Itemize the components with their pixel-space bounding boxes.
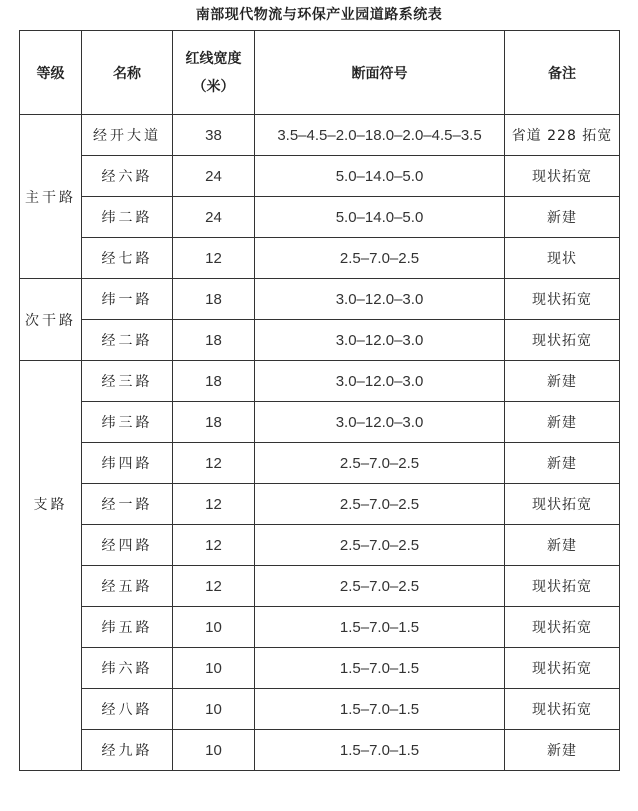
section-cell: 3.0–12.0–3.0: [255, 279, 505, 320]
name-cell: 经九路: [82, 730, 173, 771]
name-cell: 纬三路: [82, 402, 173, 443]
width-cell: 24: [173, 197, 255, 238]
table-row: [20, 607, 620, 648]
width-cell: 12: [173, 238, 255, 279]
section-cell: 2.5–7.0–2.5: [255, 238, 505, 279]
name-cell: 纬一路: [82, 279, 173, 320]
note-cell: 现状拓宽: [505, 279, 620, 320]
width-cell: 18: [173, 279, 255, 320]
name-cell: 纬四路: [82, 443, 173, 484]
name-cell: 纬六路: [82, 648, 173, 689]
table-row: [20, 443, 620, 484]
note-cell: 现状拓宽: [505, 320, 620, 361]
section-cell: 1.5–7.0–1.5: [255, 689, 505, 730]
table-row: [20, 279, 620, 320]
table-row: [20, 156, 620, 197]
grade-cell-branch-blank: [20, 689, 82, 730]
table-row: [20, 525, 620, 566]
note-cell: 现状拓宽: [505, 566, 620, 607]
grade-cell-branch-blank: [20, 730, 82, 771]
note-cell: 新建: [505, 443, 620, 484]
width-cell: 10: [173, 689, 255, 730]
note-cell: 新建: [505, 730, 620, 771]
table-row: [20, 730, 620, 771]
section-cell: 1.5–7.0–1.5: [255, 607, 505, 648]
note-cell: 新建: [505, 402, 620, 443]
name-cell: 经二路: [82, 320, 173, 361]
table-row: [20, 115, 620, 156]
width-cell: 12: [173, 525, 255, 566]
section-cell: 2.5–7.0–2.5: [255, 525, 505, 566]
table-row: [20, 402, 620, 443]
table-row: [20, 238, 620, 279]
note-cell: 新建: [505, 361, 620, 402]
width-cell: 18: [173, 402, 255, 443]
grade-cell-secondary-road: 次干路: [20, 279, 82, 361]
section-cell: 2.5–7.0–2.5: [255, 566, 505, 607]
section-cell: 5.0–14.0–5.0: [255, 197, 505, 238]
table-row: [20, 566, 620, 607]
header-width: [173, 31, 255, 115]
name-cell: 经四路: [82, 525, 173, 566]
header-name: 名称: [82, 31, 173, 115]
table-row: [20, 320, 620, 361]
note-cell: 省道 228 拓宽: [505, 115, 620, 156]
road-system-table: [19, 30, 620, 771]
width-cell: 38: [173, 115, 255, 156]
table-row: [20, 361, 620, 402]
table-row: [20, 484, 620, 525]
name-cell: 纬二路: [82, 197, 173, 238]
width-cell: 10: [173, 730, 255, 771]
width-cell: 24: [173, 156, 255, 197]
grade-cell-branch-blank: [20, 566, 82, 607]
grade-cell-branch-blank: [20, 607, 82, 648]
name-cell: 经开大道: [82, 115, 173, 156]
section-cell: 3.5–4.5–2.0–18.0–2.0–4.5–3.5: [255, 115, 505, 156]
note-cell: 现状: [505, 238, 620, 279]
name-cell: 经六路: [82, 156, 173, 197]
note-cell: 现状拓宽: [505, 484, 620, 525]
name-cell: 经五路: [82, 566, 173, 607]
width-cell: 12: [173, 566, 255, 607]
header-width-label: 红线宽度: [185, 50, 242, 67]
header-note: 备注: [505, 31, 620, 115]
section-cell: 1.5–7.0–1.5: [255, 648, 505, 689]
width-cell: 18: [173, 361, 255, 402]
header-grade: 等级: [20, 31, 82, 115]
section-cell: 1.5–7.0–1.5: [255, 730, 505, 771]
note-cell: 现状拓宽: [505, 689, 620, 730]
name-cell: 经三路: [82, 361, 173, 402]
grade-cell-branch-road: 支路: [20, 484, 82, 525]
name-cell: 经七路: [82, 238, 173, 279]
name-cell: 经一路: [82, 484, 173, 525]
grade-cell-branch-blank: [20, 525, 82, 566]
table-row: [20, 689, 620, 730]
name-cell: 纬五路: [82, 607, 173, 648]
grade-cell-main-road: 主干路: [20, 115, 82, 279]
note-cell: 新建: [505, 197, 620, 238]
header-section: 断面符号: [255, 31, 505, 115]
width-cell: 18: [173, 320, 255, 361]
section-cell: 3.0–12.0–3.0: [255, 402, 505, 443]
grade-cell-branch-blank: [20, 443, 82, 484]
name-cell: 经八路: [82, 689, 173, 730]
table-row: [20, 648, 620, 689]
width-cell: 12: [173, 484, 255, 525]
width-cell: 10: [173, 648, 255, 689]
section-cell: 3.0–12.0–3.0: [255, 320, 505, 361]
header-row: [20, 31, 620, 115]
width-cell: 12: [173, 443, 255, 484]
header-width-unit: （米）: [192, 78, 235, 95]
grade-cell-branch-blank: [20, 648, 82, 689]
width-cell: 10: [173, 607, 255, 648]
note-cell: 现状拓宽: [505, 648, 620, 689]
section-cell: 5.0–14.0–5.0: [255, 156, 505, 197]
note-cell: 现状拓宽: [505, 156, 620, 197]
grade-cell-branch-blank: [20, 361, 82, 402]
section-cell: 2.5–7.0–2.5: [255, 443, 505, 484]
table-row: [20, 197, 620, 238]
section-cell: 2.5–7.0–2.5: [255, 484, 505, 525]
note-cell: 现状拓宽: [505, 607, 620, 648]
table-title: 南部现代物流与环保产业园道路系统表: [195, 7, 443, 23]
section-cell: 3.0–12.0–3.0: [255, 361, 505, 402]
grade-cell-branch-blank: [20, 402, 82, 443]
note-cell: 新建: [505, 525, 620, 566]
